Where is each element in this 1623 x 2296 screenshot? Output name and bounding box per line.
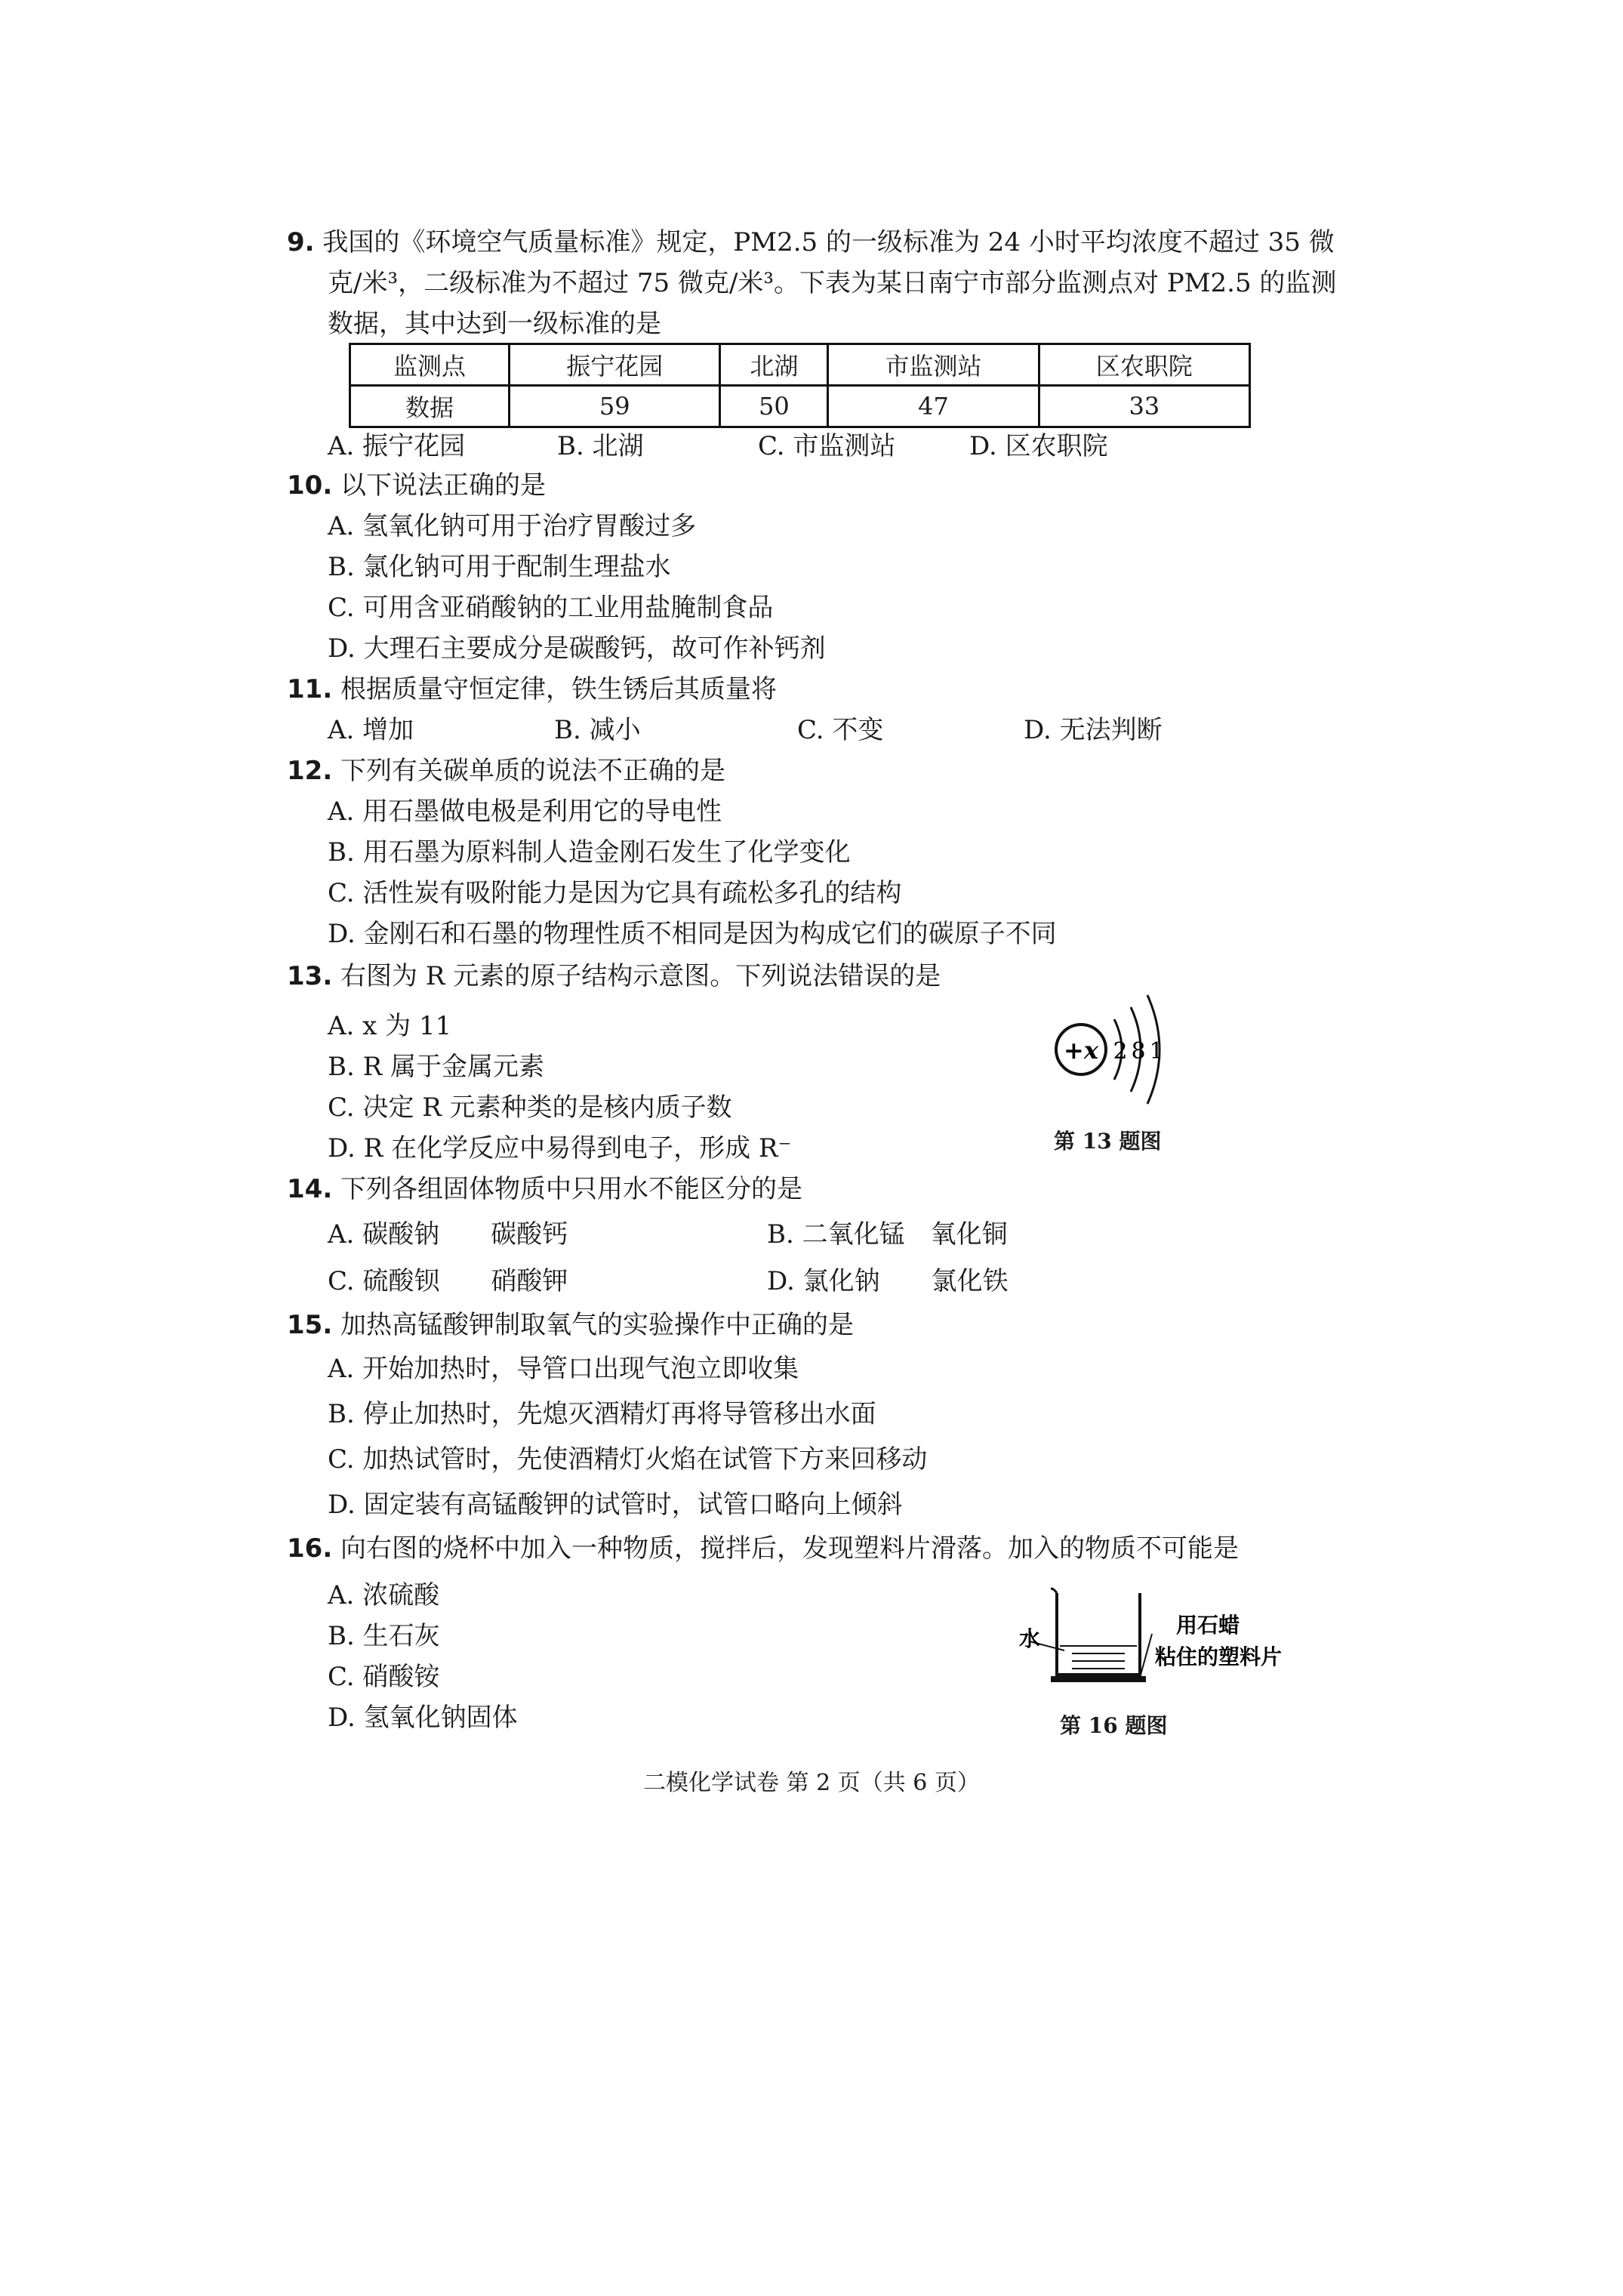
q10-number: 10. bbox=[287, 470, 333, 501]
q15-stem: 加热高锰酸钾制取氧气的实验操作中正确的是 bbox=[340, 1310, 855, 1340]
table-cell: 区农职院 bbox=[1039, 344, 1249, 386]
q9-option-c: C. 市监测站 bbox=[758, 431, 896, 461]
q9-number: 9. bbox=[287, 227, 315, 257]
q12-option-b: B. 用石墨为原料制人造金刚石发生了化学变化 bbox=[328, 837, 851, 868]
q9-option-d: D. 区农职院 bbox=[969, 431, 1108, 461]
q12-stem-line bbox=[287, 758, 725, 784]
q12-option-a: A. 用石墨做电极是利用它的导电性 bbox=[328, 797, 722, 827]
plastic-sheet bbox=[1051, 1676, 1146, 1682]
q15-stem-line bbox=[287, 1312, 854, 1338]
q13-stem: 右图为 R 元素的原子结构示意图。下列说法错误的是 bbox=[340, 961, 941, 991]
q14-stem-line bbox=[287, 1176, 802, 1202]
beaker-outline bbox=[1057, 1593, 1140, 1675]
q9-option-b: B. 北湖 bbox=[557, 431, 644, 461]
q11-option-a: A. 增加 bbox=[328, 715, 414, 745]
q14-option-d: D. 氯化钠 氯化铁 bbox=[767, 1266, 1009, 1296]
q11-option-c: C. 不变 bbox=[797, 715, 884, 745]
table-cell: 47 bbox=[828, 386, 1039, 427]
q10-option-d: D. 大理石主要成分是碳酸钙，故可作补钙剂 bbox=[328, 633, 826, 664]
water-label: 水 bbox=[1019, 1626, 1041, 1651]
pm25-table bbox=[349, 343, 1251, 428]
q13-number: 13. bbox=[287, 961, 333, 991]
sheet-leader-line bbox=[1140, 1634, 1152, 1678]
table-cell: 数据 bbox=[350, 386, 510, 427]
q13-option-d: D. R 在化学反应中易得到电子，形成 R⁻ bbox=[328, 1133, 792, 1163]
q14-option-b: B. 二氧化锰 氧化铜 bbox=[767, 1219, 1008, 1250]
q12-number: 12. bbox=[287, 756, 333, 786]
q11-number: 11. bbox=[287, 674, 333, 704]
q13-option-a: A. x 为 11 bbox=[328, 1011, 452, 1041]
q12-option-d: D. 金刚石和石墨的物理性质不相同是因为构成它们的碳原子不同 bbox=[328, 919, 1057, 949]
q11-option-d: D. 无法判断 bbox=[1024, 715, 1163, 745]
q9-stem-line2: 克/米³，二级标准为不超过 75 微克/米³。下表为某日南宁市部分监测点对 PM2.5 的监测 bbox=[328, 268, 1337, 298]
q13-stem-line bbox=[287, 963, 941, 989]
q10-stem-line bbox=[287, 470, 547, 501]
q15-option-c: C. 加热试管时，先使酒精灯火焰在试管下方来回移动 bbox=[328, 1444, 928, 1475]
q10-option-a: A. 氢氧化钠可用于治疗胃酸过多 bbox=[328, 511, 697, 541]
q16-stem: 向右图的烧杯中加入一种物质，搅拌后，发现塑料片滑落。加入的物质不可能是 bbox=[340, 1533, 1240, 1564]
q14-stem: 下列各组固体物质中只用水不能区分的是 bbox=[340, 1174, 803, 1204]
q16-figure-caption: 第 16 题图 bbox=[1060, 1713, 1168, 1738]
q16-option-d: D. 氢氧化钠固体 bbox=[328, 1703, 518, 1733]
table-row bbox=[350, 386, 1250, 427]
table-cell: 监测点 bbox=[350, 344, 510, 386]
table-cell: 振宁花园 bbox=[510, 344, 720, 386]
q15-option-d: D. 固定装有高锰酸钾的试管时，试管口略向上倾斜 bbox=[328, 1490, 903, 1520]
q16-option-c: C. 硝酸铵 bbox=[328, 1662, 440, 1692]
shell-count: 8 bbox=[1131, 1038, 1146, 1065]
shell-count: 1 bbox=[1149, 1038, 1164, 1065]
shell-count: 2 bbox=[1113, 1038, 1128, 1065]
q16-stem-line bbox=[287, 1533, 1240, 1564]
table-cell: 北湖 bbox=[720, 344, 828, 386]
q11-option-b: B. 减小 bbox=[554, 715, 641, 745]
q13-option-c: C. 决定 R 元素种类的是核内质子数 bbox=[328, 1093, 732, 1123]
beaker-diagram bbox=[1012, 1586, 1313, 1706]
sheet-label-line1: 用石蜡 bbox=[1176, 1613, 1240, 1638]
atom-structure-diagram bbox=[1042, 989, 1193, 1117]
page-footer: 二模化学试卷 第 2 页（共 6 页） bbox=[643, 1770, 980, 1796]
q15-number: 15. bbox=[287, 1310, 333, 1340]
table-cell: 市监测站 bbox=[828, 344, 1039, 386]
q9-stem-line1: 我国的《环境空气质量标准》规定，PM2.5 的一级标准为 24 小时平均浓度不超过 35 微 bbox=[322, 227, 1335, 257]
q10-stem: 以下说法正确的是 bbox=[340, 470, 547, 501]
q13-figure-caption: 第 13 题图 bbox=[1054, 1129, 1162, 1154]
beaker-lip bbox=[1051, 1589, 1057, 1593]
q9-option-a: A. 振宁花园 bbox=[328, 431, 466, 461]
q10-option-c: C. 可用含亚硝酸钠的工业用盐腌制食品 bbox=[328, 593, 774, 623]
q13-option-b: B. R 属于金属元素 bbox=[328, 1052, 545, 1082]
q14-number: 14. bbox=[287, 1174, 333, 1204]
q16-option-b: B. 生石灰 bbox=[328, 1621, 440, 1651]
table-cell: 59 bbox=[510, 386, 720, 427]
q16-number: 16. bbox=[287, 1533, 333, 1564]
q9-line1 bbox=[287, 227, 1335, 257]
table-header-row bbox=[350, 344, 1250, 386]
q10-option-b: B. 氯化钠可用于配制生理盐水 bbox=[328, 552, 671, 582]
q12-option-c: C. 活性炭有吸附能力是因为它具有疏松多孔的结构 bbox=[328, 878, 902, 908]
q11-stem: 根据质量守恒定律，铁生锈后其质量将 bbox=[340, 674, 778, 704]
q14-option-c: C. 硫酸钡 硝酸钾 bbox=[328, 1266, 568, 1296]
nucleus-label: +x bbox=[1064, 1036, 1098, 1065]
q12-stem: 下列有关碳单质的说法不正确的是 bbox=[340, 756, 726, 786]
q11-stem-line bbox=[287, 676, 777, 702]
q16-option-a: A. 浓硫酸 bbox=[328, 1580, 440, 1610]
sheet-label-line2: 粘住的塑料片 bbox=[1155, 1644, 1283, 1669]
table-cell: 33 bbox=[1039, 386, 1249, 427]
q14-option-a: A. 碳酸钠 碳酸钙 bbox=[328, 1219, 568, 1250]
q9-stem-line3: 数据，其中达到一级标准的是 bbox=[328, 309, 661, 339]
q15-option-a: A. 开始加热时，导管口出现气泡立即收集 bbox=[328, 1354, 799, 1384]
q15-option-b: B. 停止加热时，先熄灭酒精灯再将导管移出水面 bbox=[328, 1399, 876, 1429]
table-cell: 50 bbox=[720, 386, 828, 427]
